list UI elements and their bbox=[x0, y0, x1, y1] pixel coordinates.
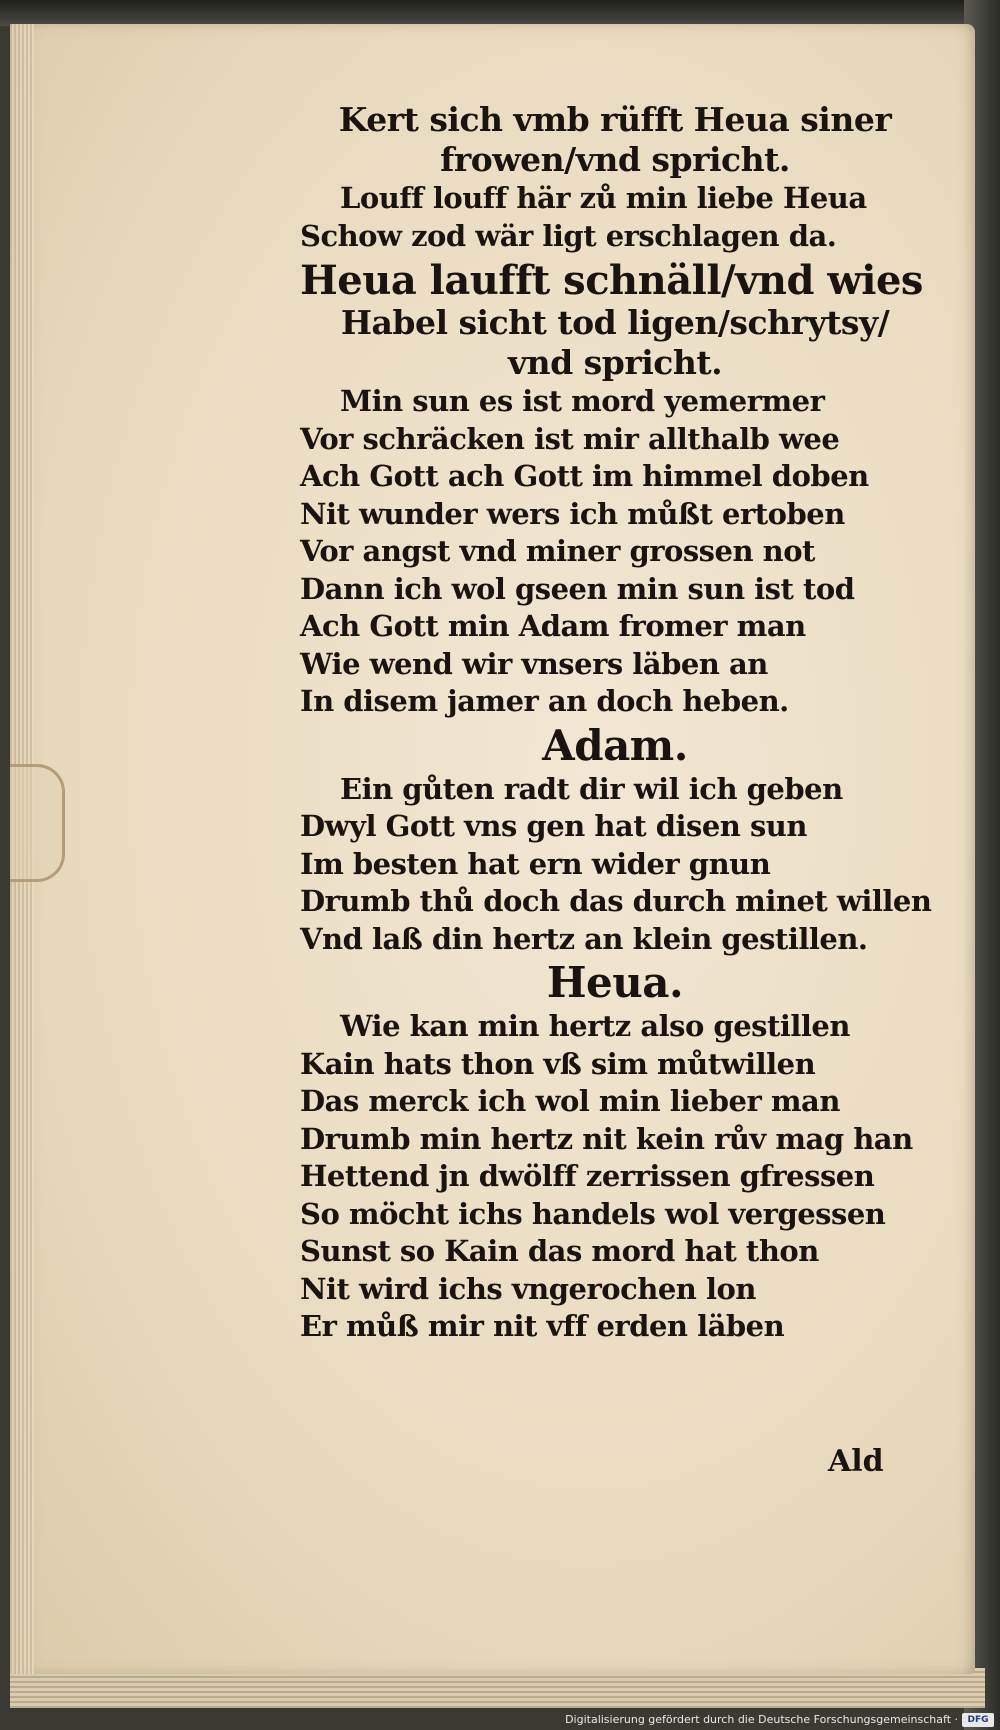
stage-direction-large-line: Heua laufft schnäll/vnd wies bbox=[300, 257, 923, 304]
stage-direction-line: vnd spricht. bbox=[507, 343, 723, 382]
stage-direction-line: frowen/vnd spricht. bbox=[440, 140, 790, 179]
stage-direction-line: Habel sicht tod ligen/schrytsy/ bbox=[340, 303, 890, 342]
dfg-logo-icon: DFG bbox=[962, 1713, 994, 1727]
verse-line: Sunst so Kain das mord hat thon bbox=[300, 1234, 819, 1268]
verse-line: Er můß mir nit vff erden läben bbox=[300, 1309, 785, 1343]
verse-line: Dann ich wol gseen min sun ist tod bbox=[300, 571, 855, 606]
verse-line: Ach Gott min Adam fromer man bbox=[300, 609, 806, 643]
clasp-strap bbox=[10, 764, 65, 882]
verse-line: Louff louff här zů min liebe Heua bbox=[340, 181, 867, 215]
verse-line: Kain hats thon vß sim můtwillen bbox=[300, 1046, 816, 1081]
verse-line: Drumb thů doch das durch minet willen bbox=[300, 884, 932, 918]
verse-line: So möcht ichs handels wol vergessen bbox=[300, 1196, 886, 1231]
speaker-heading: Adam. bbox=[542, 720, 688, 770]
page-stack-edge bbox=[10, 1668, 985, 1708]
verse-line: Schow zod wär ligt erschlagen da. bbox=[300, 218, 837, 253]
verse-line: Dwyl Gott vns gen hat disen sun bbox=[300, 809, 807, 843]
verse-line: Nit wird ichs vngerochen lon bbox=[300, 1271, 756, 1306]
speaker-heading: Heua. bbox=[546, 958, 684, 1007]
verse-line: Drumb min hertz nit kein rův mag han bbox=[300, 1121, 913, 1156]
stage-direction-line: Kert sich vmb rüfft Heua siner bbox=[338, 100, 892, 139]
verse-line: Min sun es ist mord yemermer bbox=[340, 384, 825, 418]
text-block bbox=[300, 100, 930, 1346]
verse-line: Hettend jn dwölff zerrissen gfressen bbox=[300, 1159, 875, 1193]
catchword: Ald bbox=[828, 1444, 884, 1479]
verse-line: Ach Gott ach Gott im himmel doben bbox=[300, 459, 869, 493]
verse-line: Vor angst vnd miner grossen not bbox=[300, 534, 815, 568]
verse-line: Nit wunder wers ich můßt ertoben bbox=[300, 496, 845, 531]
verse-line: Ein gůten radt dir wil ich geben bbox=[340, 771, 843, 806]
verse-line: Vnd laß din hertz an klein gestillen. bbox=[300, 921, 868, 956]
digitization-credit: Digitalisierung gefördert durch die Deutsche Forschungsgemeinschaft · bbox=[565, 1713, 958, 1726]
verse-line: Im besten hat ern wider gnun bbox=[300, 846, 771, 881]
verse-line: In disem jamer an doch heben. bbox=[300, 684, 789, 718]
verse-line: Das merck ich wol min lieber man bbox=[300, 1084, 840, 1118]
book-top-edge bbox=[0, 0, 1000, 26]
verse-line: Wie wend wir vnsers läben an bbox=[300, 646, 768, 681]
verse-line: Vor schräcken ist mir allthalb wee bbox=[300, 421, 840, 456]
verse-line: Wie kan min hertz also gestillen bbox=[340, 1009, 850, 1043]
